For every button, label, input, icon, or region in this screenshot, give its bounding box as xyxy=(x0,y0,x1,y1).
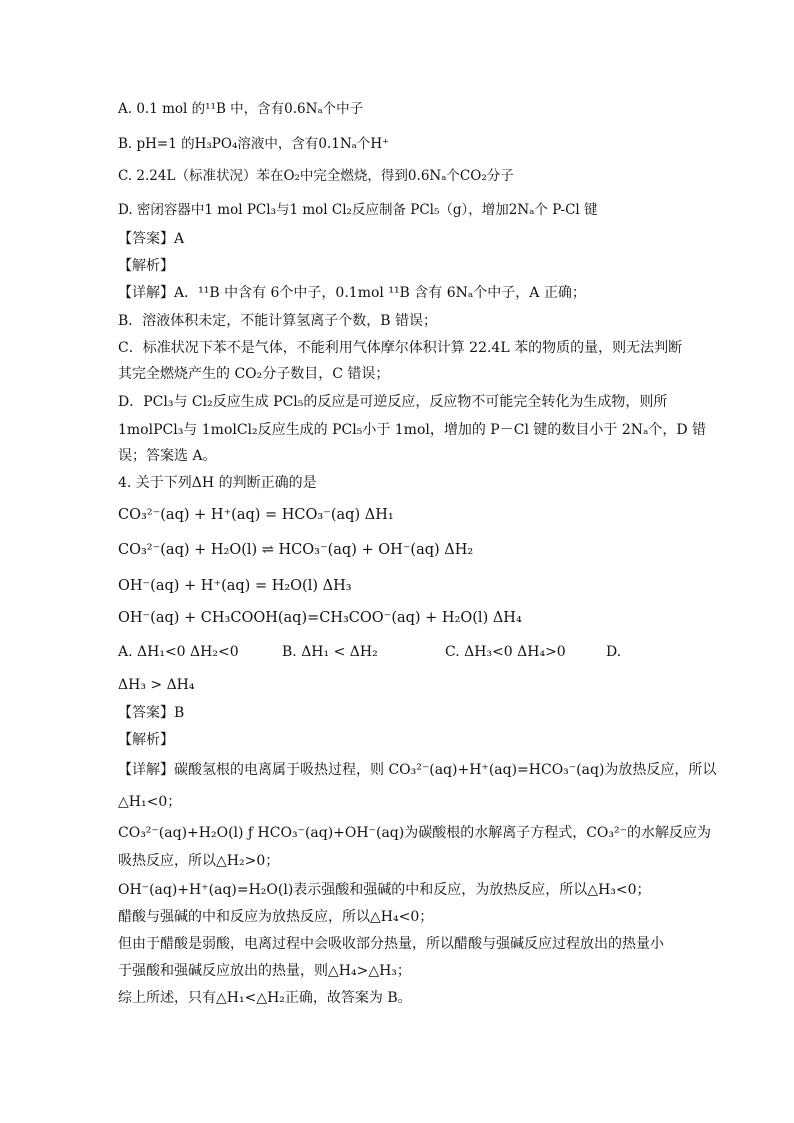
option-a-q3: A. 0.1 mol 的¹¹B 中，含有0.6Nₐ个中子 xyxy=(118,101,364,117)
detail-q4-line-1: 【详解】碳酸氢根的电离属于吸热过程，则 CO₃²⁻(aq)+H⁺(aq)=HCO₃⁻(aq)为放热反应，所以 xyxy=(118,762,717,778)
detail-q3-line-6: 1molPCl₃与 1molCl₂反应生成的 PCl₅小于 1mol，增加的 P－Cl 键的数目小于 2Nₐ个，D 错 xyxy=(118,422,707,438)
detail-q3-line-1: 【详解】A．¹¹B 中含有 6个中子，0.1mol ¹¹B 含有 6Nₐ个中子，A 正确； xyxy=(118,285,586,301)
equation-4: OH⁻(aq) + CH₃COOH(aq)=CH₃COO⁻(aq) + H₂O(l) ΔH₄ xyxy=(118,610,522,626)
detail-q4-line-3: CO₃²⁻(aq)+H₂O(l) ƒ HCO₃⁻(aq)+OH⁻(aq)为碳酸根的水解离子方程式，CO₃²⁻的水解反应为 xyxy=(118,825,712,841)
equation-2: CO₃²⁻(aq) + H₂O(l) ⇌ HCO₃⁻(aq) + OH⁻(aq) ΔH₂ xyxy=(118,542,474,558)
detail-q3-line-2: B．溶液体积未定，不能计算氢离子个数，B 错误； xyxy=(118,313,438,329)
option-d-q4: ΔH₃ > ΔH₄ xyxy=(118,677,195,693)
option-d-label-q4: D. xyxy=(606,644,622,660)
detail-q3-line-3: C．标准状况下苯不是气体，不能利用气体摩尔体积计算 22.4L 苯的物质的量，则无法判断 xyxy=(118,340,683,356)
option-b-q4: B. ΔH₁ < ΔH₂ xyxy=(282,644,378,660)
detail-q4-line-5: OH⁻(aq)+H⁺(aq)=H₂O(l)表示强酸和强碱的中和反应，为放热反应，所以△H₃<0； xyxy=(118,882,651,898)
detail-q3-line-5: D．PCl₃与 Cl₂反应生成 PCl₅的反应是可逆反应，反应物不可能完全转化为生成物，则所 xyxy=(118,394,668,410)
question-q4: 4. 关于下列ΔH 的判断正确的是 xyxy=(118,475,317,491)
detail-q4-line-8: 于强酸和强碱反应放出的热量，则△H₄>△H₃； xyxy=(118,963,411,979)
detail-q4-line-7: 但由于醋酸是弱酸，电离过程中会吸收部分热量，所以醋酸与强碱反应过程放出的热量小 xyxy=(118,936,664,952)
detail-q3-line-7: 误；答案选 A。 xyxy=(118,448,217,464)
analysis-label-q4: 【解析】 xyxy=(118,732,174,748)
detail-q4-line-9: 综上所述，只有△H₁<△H₂正确，故答案为 B。 xyxy=(118,990,412,1006)
detail-q4-line-4: 吸热反应，所以△H₂>0； xyxy=(118,853,280,869)
equation-3: OH⁻(aq) + H⁺(aq) = H₂O(l) ΔH₃ xyxy=(118,578,352,594)
detail-q4-line-2: △H₁<0； xyxy=(118,794,182,810)
option-b-q3: B. pH=1 的H₃PO₄溶液中，含有0.1Nₐ个H⁺ xyxy=(118,136,390,152)
equation-1: CO₃²⁻(aq) + H⁺(aq) = HCO₃⁻(aq) ΔH₁ xyxy=(118,507,394,523)
detail-q4-line-6: 醋酸与强碱的中和反应为放热反应，所以△H₄<0； xyxy=(118,909,434,925)
option-c-q3: C. 2.24L（标准状况）苯在O₂中完全燃烧，得到0.6Nₐ个CO₂分子 xyxy=(118,168,514,184)
option-c-q4: C. ΔH₃<0 ΔH₄>0 xyxy=(445,644,566,660)
option-a-q4: A. ΔH₁<0 ΔH₂<0 xyxy=(118,644,239,660)
answer-q3: 【答案】A xyxy=(118,231,185,247)
detail-q3-line-4: 其完全燃烧产生的 CO₂分子数目，C 错误； xyxy=(118,366,390,382)
answer-q4: 【答案】B xyxy=(118,705,185,721)
analysis-label-q3: 【解析】 xyxy=(118,258,174,274)
option-d-q3: D. 密闭容器中1 mol PCl₃与1 mol Cl₂反应制备 PCl₅（g），增加2Nₐ个 P-Cl 键 xyxy=(118,202,598,218)
